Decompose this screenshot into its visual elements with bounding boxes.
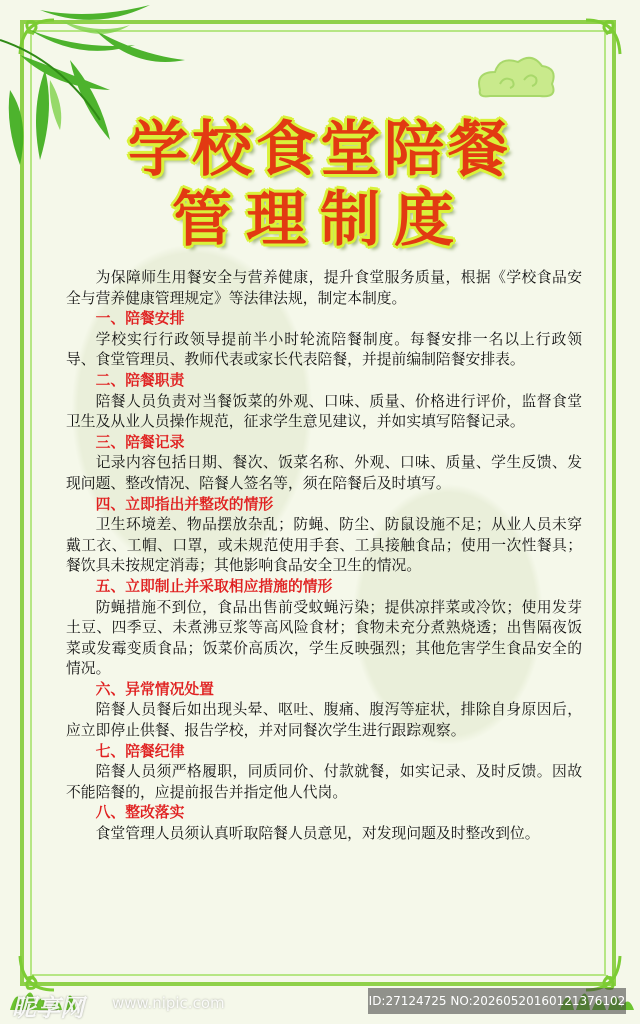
section-body: 食堂管理人员须认真听取陪餐人员意见，对发现问题及时整改到位。: [95, 825, 540, 843]
section-body: 防蝇措施不到位，食品出售前受蚊蝇污染；提供凉拌菜或冷饮；使用发芽土豆、四季豆、未煮沸豆浆等高风险食材；食物未充分煮熟烧透；出售隔夜饭菜或发霉变质食品；饭菜价高质次，学生反映强烈；其他危害学生食品安全的情况。: [66, 598, 582, 678]
watermark-id: ID:27124725 NO:20260520160121376102: [368, 988, 626, 1014]
section-heading: 七、陪餐纪律: [95, 742, 185, 760]
section-body: 陪餐人员餐后如出现头晕、呕吐、腹痛、腹泻等症状，排除自身原因后，应立即停止供餐、报告学校，并对同餐次学生进行跟踪观察。: [66, 701, 582, 740]
page-title-line-1: 学校食堂陪餐: [128, 115, 512, 185]
section-heading: 三、陪餐记录: [95, 433, 185, 451]
section-body: 学校实行行政领导提前半小时轮流陪餐制度。每餐安排一名以上行政领导、食堂管理员、教师代表或家长代表陪餐，并提前编制陪餐安排表。: [66, 330, 582, 369]
section-heading: 八、整改落实: [95, 804, 185, 822]
section-heading: 一、陪餐安排: [95, 310, 185, 328]
section-heading: 五、立即制止并采取相应措施的情形: [95, 577, 333, 595]
intro-paragraph: 为保障师生用餐安全与营养健康，提升食堂服务质量，根据《学校食品安全与营养健康管理规定》等法律法规，制定本制度。: [66, 269, 582, 307]
section-heading: 四、立即指出并整改的情形: [95, 495, 274, 513]
section-body: 卫生环境差、物品摆放杂乱；防蝇、防尘、防鼠设施不足；从业人员未穿戴工衣、工帽、口罩，或未规范使用手套、工具接触食品；使用一次性餐具；餐饮具未按规定消毒；其他影响食品安全卫生的情况。: [66, 516, 582, 575]
section-heading: 六、异常情况处置: [95, 680, 214, 698]
regulation-body: [66, 268, 582, 845]
watermark-brand: 昵享网: [12, 994, 84, 1022]
section-body: 陪餐人员负责对当餐饭菜的外观、口味、质量、价格进行评价，监督食堂卫生及从业人员操作规范，征求学生意见建议，并如实填写陪餐记录。: [66, 392, 582, 431]
page-title-line-2: 管理制度: [172, 185, 468, 255]
section-heading: 二、陪餐职责: [95, 371, 185, 389]
corner-scroll-icon: [580, 14, 626, 60]
auspicious-cloud-icon: [470, 50, 560, 110]
section-body: 记录内容包括日期、餐次、饭菜名称、外观、口味、质量、学生反馈、发现问题、整改情况、陪餐人签名等，须在陪餐后及时填写。: [66, 454, 582, 492]
section-body: 陪餐人员须严格履职，同质同价、付款就餐，如实记录、及时反馈。因故不能陪餐的，应提前报告并指定他人代岗。: [66, 763, 582, 801]
watermark-url: www.nipic.com: [112, 994, 225, 1012]
